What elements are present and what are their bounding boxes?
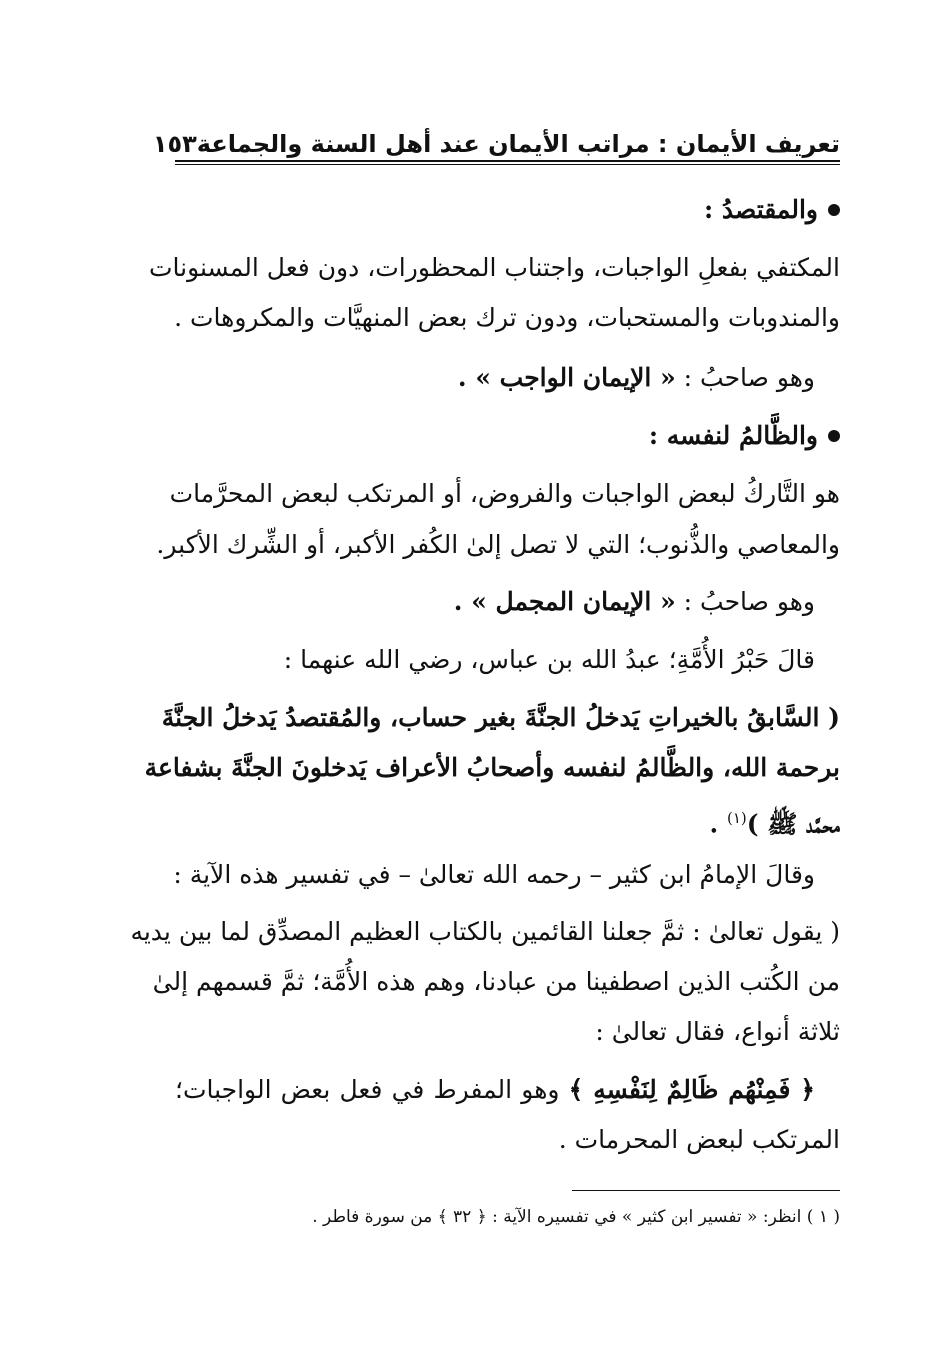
page-number: ١٥٣ [152, 130, 197, 158]
owner-prefix: وهو صاحبُ : [683, 363, 815, 392]
heading-text: والظَّالمُ لنفسه : [648, 421, 818, 450]
quote-intro: قالَ حَبْرُ الأُمَّةِ؛ عبدُ الله بن عباس، رضي الله عنهما : [283, 645, 815, 674]
footnote: ( ١ ) انظر: « تفسير ابن كثير » في تفسيره الآية : ﴿ ٣٢ ﴾ من سورة فاطر . [312, 1207, 840, 1227]
header-rule-thin [175, 164, 840, 165]
quote-line: برحمة الله، والظَّالمُ لنفسه وأصحابُ الأعراف يَدخلونَ الجنَّةَ بشفاعة [144, 753, 840, 782]
owner-term: « الإيمان المجمل » . [453, 587, 676, 616]
tafsir-line: ( يقول تعالىٰ : ثمَّ جعلنا القائمين بالكتاب العظيم المصدِّق لما بين يديه [130, 917, 840, 946]
section-heading-muqtasid [704, 190, 840, 230]
footnote-ref: (١) [726, 809, 747, 827]
footnote-rule [572, 1190, 840, 1191]
paragraph-line: والمندوبات والمستحبات، ودون ترك بعض المنهيَّات والمكروهات . [174, 303, 840, 332]
section-heading-zalim [649, 416, 840, 456]
paragraph-line: المرتكب لبعض المحرمات . [558, 1125, 840, 1154]
owner-line-muqtasid [458, 358, 815, 398]
bullet-icon [828, 430, 840, 442]
tafsir-line: ثلاثة أنواع، فقال تعالىٰ : [595, 1017, 840, 1046]
paragraph-line: والمعاصي والذُّنوب؛ التي لا تصل إلىٰ الكُفر الأكبر، أو الشِّرك الأكبر. [156, 530, 840, 559]
bullet-icon [828, 204, 840, 216]
paragraph-line: هو التَّاركُ لبعض الواجبات والفروض، أو المرتكب لبعض المحرَّمات [169, 479, 840, 508]
quote-line: ( السَّابقُ بالخيراتِ يَدخلُ الجنَّةَ بغير حساب، والمُقتصدُ يَدخلُ الجنَّةَ [161, 703, 840, 732]
running-header-title: تعريف الأيمان : مراتب الأيمان عند أهل السنة والجماعة [196, 130, 840, 158]
owner-term: « الإيمان الواجب » . [457, 363, 676, 392]
owner-prefix: وهو صاحبُ : [683, 587, 815, 616]
header-rule [175, 160, 840, 162]
running-header [152, 118, 840, 158]
paragraph-line: المكتفي بفعلِ الواجبات، واجتناب المحظورات، دون فعل المسنونات [148, 253, 840, 282]
period: . [709, 809, 727, 839]
quote-line-end [710, 798, 840, 844]
tafsir-line: من الكُتب الذين اصطفينا من عبادنا، وهم هذه الأُمَّة؛ ثمَّ قسمهم إلىٰ [152, 967, 840, 996]
quote-text: محمَّد ﷺ ) [746, 809, 840, 839]
verse-explanation: وهو المفرط في فعل بعض الواجبات؛ [175, 1075, 560, 1104]
owner-line-zalim [454, 582, 815, 622]
verse-line [175, 1070, 815, 1110]
ibn-kathir-intro: وقالَ الإمامُ ابن كثير – رحمه الله تعالىٰ – في تفسير هذه الآية : [173, 860, 815, 889]
heading-text: والمقتصدُ : [703, 195, 818, 224]
quran-verse: ﴿ فَمِنْهُم ظَالِمٌ لِنَفْسِهِ ﴾ [568, 1075, 815, 1104]
